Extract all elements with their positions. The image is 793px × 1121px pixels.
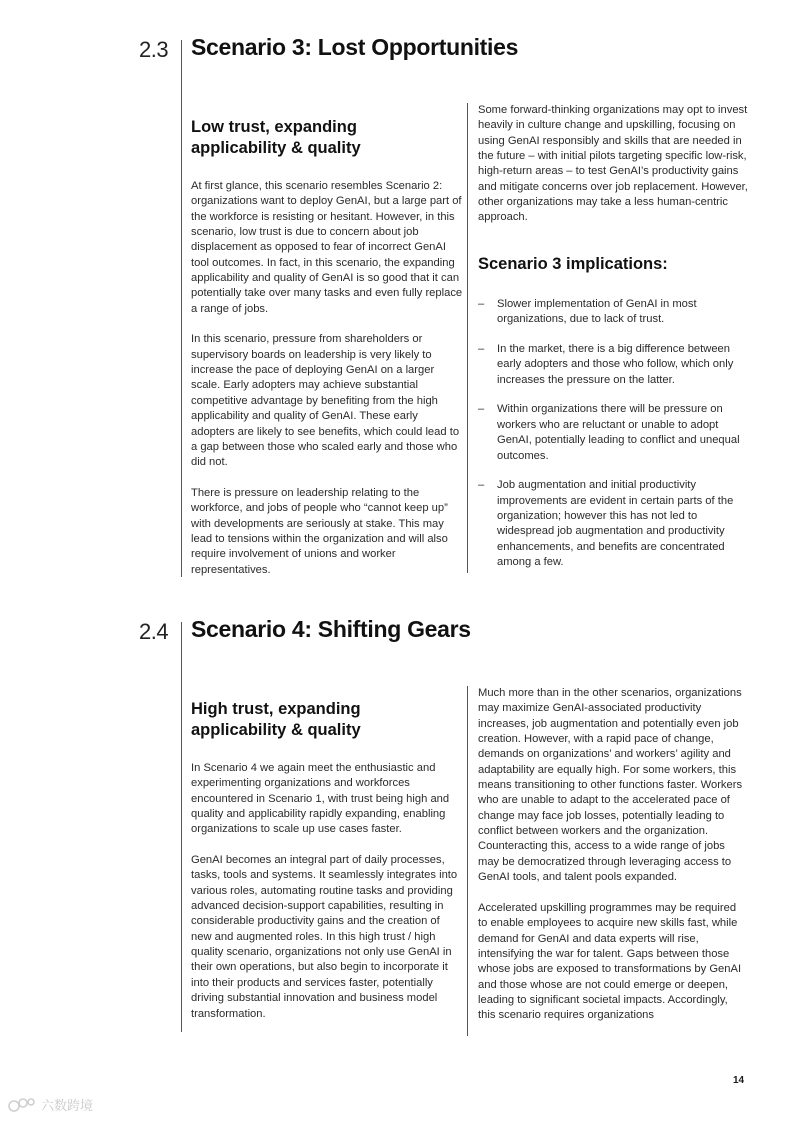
right-column-2-3 [478,103,748,585]
implications-title: Scenario 3 implications: [478,254,668,273]
section-title-2-3: Scenario 3: Lost Opportunities [191,34,519,60]
paragraph: There is pressure on leadership relating to the workforce, and jobs of people who “cannot keep up” with developments are seriously at stake. This may lead to tensions within the organization and will also require involvement of unions and worker representatives. [191,486,448,576]
list-item: – Slower implementation of GenAI in most organizations, due to lack of trust. [478,297,748,328]
implications-list [478,297,748,571]
section-number-2-4: 2.4 [139,619,169,644]
right-column-2-4 [478,686,748,1039]
list-item: – Within organizations there will be pressure on workers who are reluctant or unable to adopt GenAI, potentially leading to conflict and unequal outcomes. [478,402,748,463]
paragraph: In this scenario, pressure from shareholders or supervisory boards on leadership is very likely to increase the pace of deploying GenAI on a larger scale. Early adopters may achieve substantial competitive advantage by benefiting from the high applicability and quality of GenAI. These early adopters are likely to see benefits, which could lead to a gap between those who scaled early and those who did not. [191,333,460,469]
column-divider-2-3 [467,103,468,573]
watermark [8,1095,93,1114]
page-number: 14 [733,1075,745,1086]
paragraph: GenAI becomes an integral part of daily processes, tasks, tools and systems. It seamlessly integrates into various roles, automating routine tasks and providing advanced decision-support capabilities, resulting in considerable productivity gains and the creation of new and augmented roles. In this high trust / high quality scenario, organizations not only use GenAI in their own operations, but also begin to incorporate it into their products and services faster, potentially driving substantial innovation and business model transformation. [191,854,458,1020]
list-item: – In the market, there is a big difference between early adopters and those who follow, which only increases the pressure on the latter. [478,342,748,388]
column-divider-2-4 [467,686,468,1036]
paragraph: In Scenario 4 we again meet the enthusiastic and experimenting organizations and workforces encountered in Scenario 1, with trust being high and quality and applicability rapidly expanding, enabling organizations to scale up use cases faster. [191,762,450,836]
paragraph: Accelerated upskilling programmes may be required to enable employees to acquire new skills fast, while demand for GenAI and data experts will rise, intensifying the war for talent. Gaps between those whose jobs are exposed to transformations by GenAI and those whose are not could emerge or deepen, leading to significant societal impacts. Accordingly, this scenario requires organizations [478,901,742,1022]
list-item: – Job augmentation and initial productivity improvements are evident in certain parts of the organization; however this has not led to widespread job augmentation and productivity enhancements, and benefits are concentrated among a few. [478,478,748,570]
paragraph: Some forward-thinking organizations may opt to invest heavily in culture change and upskilling, focusing on using GenAI responsibly and skills that are needed in the future – with initial pilots targeting specific low-risk, high-return areas – to test GenAI’s productivity gains and mitigate concerns over job replacement. However, other organizations may take a less human-centric approach. [478,104,748,224]
watermark-text: 六数跨境 [41,1098,94,1113]
paragraph: At first glance, this scenario resembles Scenario 2: organizations want to deploy GenAI, but a large part of the workforce is resisting or hesitant. However, in this scenario, low trust is due to concern about job displacement as opposed to fear of incorrect GenAI tool outcomes. In fact, in this scenario, the expanding applicability and quality of GenAI is so good that it can potentially take over many tasks and even fully replace a range of jobs. [191,180,463,315]
subtitle-2-4: High trust, expanding applicability & quality [191,700,361,739]
section-divider-2-4 [181,622,182,1032]
left-column-2-4 [191,699,463,1037]
section-title-2-4: Scenario 4: Shifting Gears [191,616,471,642]
paragraph: Much more than in the other scenarios, organizations may maximize GenAI-associated productivity increases, job augmentation and potentially even job creation. However, with a rapid pace of change, demands on organizations’ and workers’ agility and adaptability are equally high. For some workers, this means transitioning to other functions faster. Workers who are unable to adapt to the accelerated pace of change may face job losses, potentially leading to conflict between workers and the organization. Counteracting this, access to a wide range of jobs may be democratized through leveraging access to GenAI tools, and talent pools expanded. [478,687,743,884]
section-divider-2-3 [181,40,182,577]
left-column-2-3 [191,117,463,593]
section-number-2-3: 2.3 [139,37,169,62]
watermark-logo-icon [8,1097,38,1113]
subtitle-2-3: Low trust, expanding applicability & quality [191,118,361,157]
